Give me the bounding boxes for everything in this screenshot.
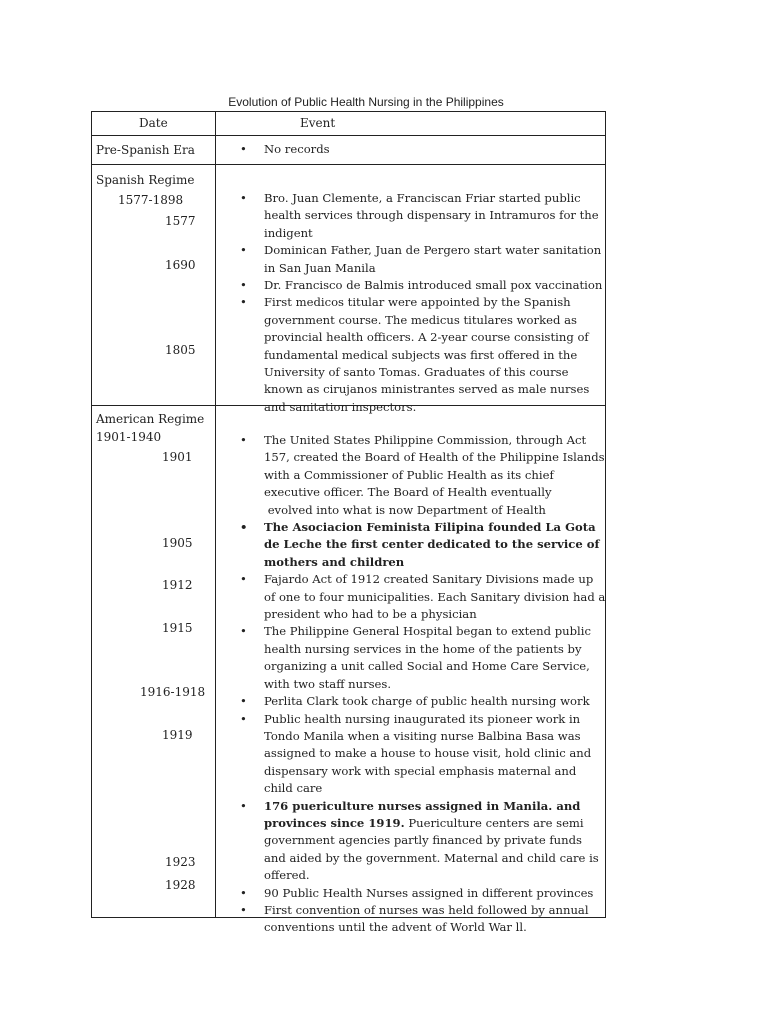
event-item: • No records xyxy=(240,141,606,158)
event-item: • Bro. Juan Clemente, a Franciscan Friar started public health services through dispensary in Intramuros for the indigent xyxy=(240,190,606,242)
event-item: • The Philippine General Hospital began to extend public health nursing services in the home of the patients by organizing a unit called Social and Home Care Service, with two staff nurses. xyxy=(240,623,606,693)
american-era-label: American Regime xyxy=(96,412,205,426)
event-item xyxy=(240,432,606,519)
header-divider xyxy=(92,135,605,136)
row-divider xyxy=(92,164,605,165)
event-text: Puericulture centers are semi government agencies partly financed by private funds and aided by the government. Maternal and child care is offered. xyxy=(264,815,599,883)
date-label: 1916-1918 xyxy=(140,685,206,699)
date-label: 1577 xyxy=(165,214,196,228)
event-item: • Public health nursing inaugurated its pioneer work in Tondo Manila when a visiting nurse Balbina Basa was assigned to make a house to house visit, hold clinic and dispensary work with special emphasis maternal and child care xyxy=(240,711,606,798)
date-column-header: Date xyxy=(139,116,168,130)
event-item: • 90 Public Health Nurses assigned in different provinces xyxy=(240,885,606,902)
spanish-era-range: 1577-1898 xyxy=(118,193,184,207)
date-label: 1912 xyxy=(162,578,193,592)
pre-spanish-era-label: Pre-Spanish Era xyxy=(96,143,195,157)
event-item: • First medicos titular were appointed by the Spanish government course. The medicus titulares worked as provincial health officers. A 2-year course consisting of fundamental medical subjects was first offered in the University of santo Tomas. Graduates of this course known as cirujanos ministrantes served as male nurses and sanitation inspectors. xyxy=(240,294,606,416)
date-label: 1919 xyxy=(162,728,193,742)
date-label: 1915 xyxy=(162,621,193,635)
american-era-range: 1901-1940 xyxy=(96,430,162,444)
date-label: 1901 xyxy=(162,450,193,464)
event-item: • Dominican Father, Juan de Pergero start water sanitation in San Juan Manila xyxy=(240,242,606,277)
pre-spanish-events xyxy=(240,141,606,158)
event-item: • Dr. Francisco de Balmis introduced small pox vaccination xyxy=(240,277,606,294)
date-label: 1805 xyxy=(165,343,196,357)
timeline-table xyxy=(91,111,606,935)
date-label: 1923 xyxy=(165,855,196,869)
event-item: • First convention of nurses was held followed by annual conventions until the advent of World War ll. xyxy=(240,902,606,937)
event-column-header: Event xyxy=(300,116,336,130)
date-label: 1928 xyxy=(165,878,196,892)
date-label: 1690 xyxy=(165,258,196,272)
event-text-bold: 176 puericulture nurses assigned in Manila. and provinces since 1919. xyxy=(264,798,581,830)
spanish-era-label: Spanish Regime xyxy=(96,173,195,187)
document-title: Evolution of Public Health Nursing in the Philippines xyxy=(228,95,504,109)
date-label: 1905 xyxy=(162,536,193,550)
event-item xyxy=(240,798,606,885)
event-text: evolved into what is now Department of Health xyxy=(267,502,546,517)
spanish-events xyxy=(240,190,606,416)
event-item: • Fajardo Act of 1912 created Sanitary Divisions made up of one to four municipalities. Each Sanitary division had a president who had to be a physician xyxy=(240,571,606,623)
american-events xyxy=(240,432,606,937)
event-text: The United States Philippine Commission, through Act 157, created the Board of Health of the Philippine Islands with a Commissioner of Public Health as its chief executive officer. The Board of Health eventually xyxy=(264,433,605,500)
event-item: • The Asociacion Feminista Filipina founded La Gota de Leche the first center dedicated to the service of mothers and children xyxy=(240,519,606,571)
column-divider xyxy=(215,112,216,917)
event-item: • Perlita Clark took charge of public health nursing work xyxy=(240,693,606,710)
